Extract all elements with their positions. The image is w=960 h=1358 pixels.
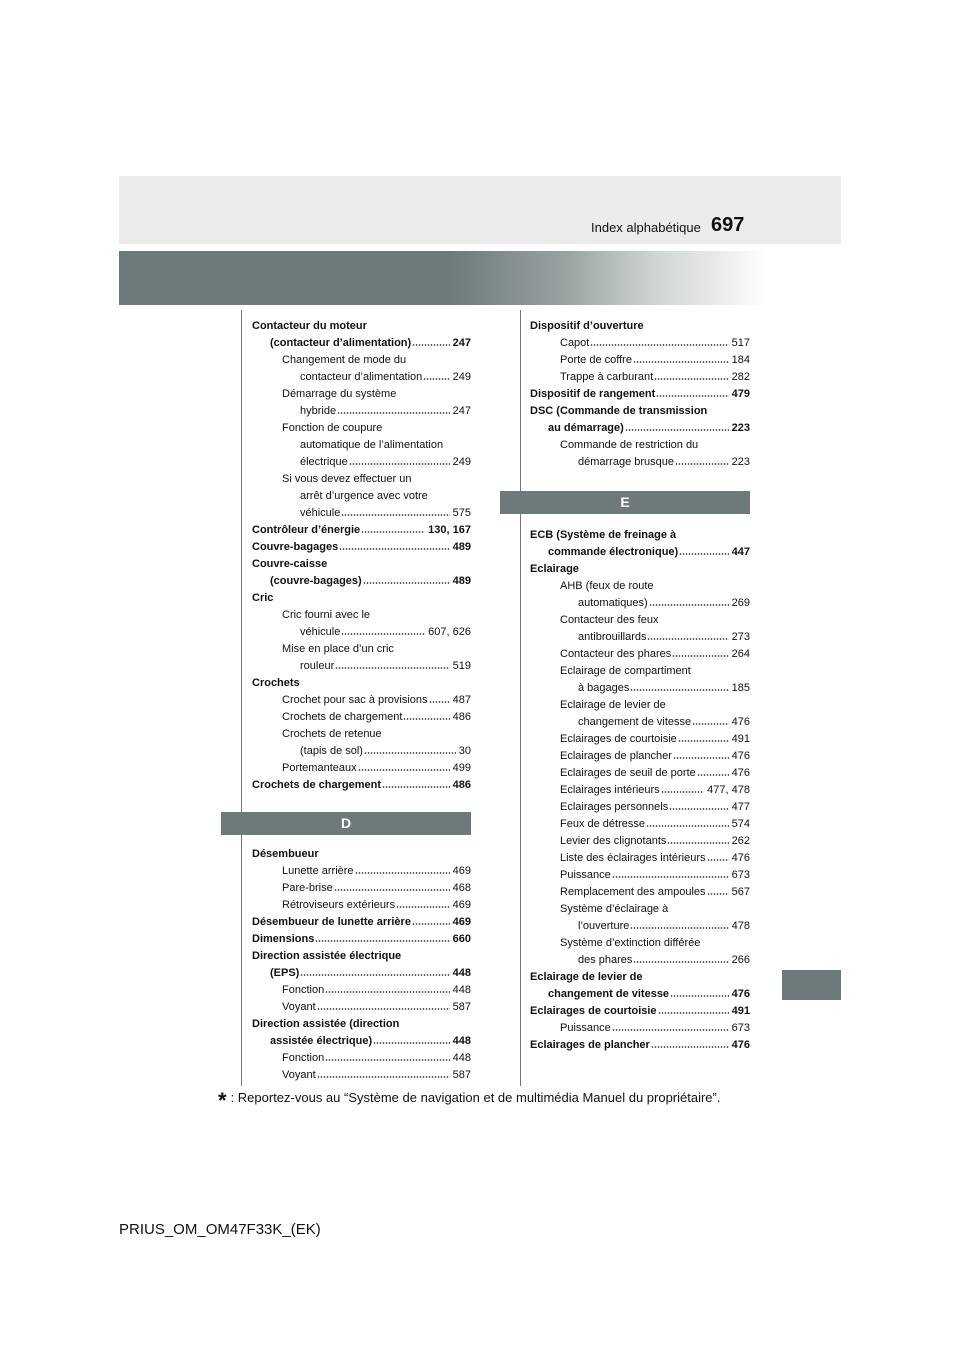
entry-label: à bagages: [578, 682, 630, 694]
dot-leader: [382, 782, 450, 788]
dot-leader: [341, 510, 449, 516]
index-entry: [252, 948, 471, 965]
dot-leader: [707, 855, 729, 861]
entry-label: Liste des éclairages intérieurs: [560, 852, 706, 864]
entry-page-number: 223: [731, 456, 750, 468]
entries-d-continued: [530, 318, 750, 471]
decorative-band: [119, 251, 841, 305]
dot-leader: [661, 787, 705, 793]
dot-leader: [317, 1072, 450, 1078]
entry-page-number: 477: [731, 801, 750, 813]
entry-label: Crochets de retenue: [282, 728, 382, 740]
index-entry: [530, 680, 750, 697]
entry-label: Eclairages de courtoisie: [560, 733, 677, 745]
entry-page-number: 587: [452, 1069, 471, 1081]
dot-leader: [670, 991, 729, 997]
footnote-text: : Reportez-vous au “Système de navigation et de multimédia Manuel du propriétaire”.: [230, 1090, 721, 1105]
entry-page-number: 476: [731, 767, 750, 779]
index-entry: [252, 318, 471, 335]
entry-label: l’ouverture: [578, 920, 630, 932]
index-entry: [252, 846, 471, 863]
index-entry: [530, 850, 750, 867]
entry-label: Cric: [252, 592, 274, 604]
dot-leader: [649, 600, 729, 606]
entry-page-number: 489: [452, 541, 471, 553]
entry-page-number: 247: [452, 337, 471, 349]
entry-label: Portemanteaux: [282, 762, 357, 774]
entry-label: changement de vitesse: [578, 716, 692, 728]
entry-label: Trappe à carburant: [560, 371, 654, 383]
entry-page-number: 469: [452, 865, 471, 877]
index-entry: [252, 352, 471, 369]
index-entry: [530, 1020, 750, 1037]
entry-page-number: 264: [731, 648, 750, 660]
dot-leader: [349, 459, 450, 465]
index-entry: [252, 863, 471, 880]
entry-label: Eclairage de levier de: [560, 699, 666, 711]
dot-leader: [361, 527, 425, 533]
index-entry: [530, 765, 750, 782]
index-entry: [252, 539, 471, 556]
dot-leader: [325, 1055, 449, 1061]
index-column-right: [530, 318, 750, 1054]
entry-label: Couvre-caisse: [252, 558, 328, 570]
index-entry: [252, 982, 471, 999]
entry-label: Désembueur de lunette arrière: [252, 916, 411, 928]
index-entry: [252, 777, 471, 794]
index-entry: [252, 471, 471, 488]
index-entry: [530, 454, 750, 471]
entry-page-number: 491: [731, 1005, 750, 1017]
entry-label: automatique de l’alimentation: [300, 439, 444, 451]
entry-page-number: 517: [731, 337, 750, 349]
entry-label: Si vous devez effectuer un: [282, 473, 412, 485]
index-entry: [252, 607, 471, 624]
index-entry: [252, 914, 471, 931]
entry-page-number: 30: [458, 745, 471, 757]
index-entry: [530, 544, 750, 561]
index-entry: [252, 641, 471, 658]
entry-page-number: 262: [731, 835, 750, 847]
index-column-left: [252, 318, 471, 1084]
entry-label: Contacteur du moteur: [252, 320, 367, 332]
entry-label: électrique: [300, 456, 348, 468]
index-entry: [530, 969, 750, 986]
dot-leader: [612, 1025, 729, 1031]
entry-label: Lunette arrière: [282, 865, 354, 877]
entry-label: Crochet pour sac à provisions: [282, 694, 428, 706]
dot-leader: [429, 697, 450, 703]
dot-leader: [358, 765, 450, 771]
dot-leader: [423, 374, 449, 380]
index-entry: [252, 403, 471, 420]
index-entry: [530, 1003, 750, 1020]
dot-leader: [707, 889, 729, 895]
chapter-tab: [782, 970, 841, 1000]
index-entry: [252, 931, 471, 948]
dot-leader: [335, 663, 449, 669]
entry-page-number: 491: [731, 733, 750, 745]
index-entry: [252, 880, 471, 897]
entry-page-number: 476: [731, 852, 750, 864]
column-divider-right: [520, 310, 521, 1086]
entry-label: Eclairages personnels: [560, 801, 669, 813]
index-entry: [252, 505, 471, 522]
entry-page-number: 519: [452, 660, 471, 672]
index-entry: [252, 658, 471, 675]
entry-page-number: 282: [731, 371, 750, 383]
dot-leader: [675, 459, 729, 465]
index-entry: [530, 578, 750, 595]
index-entry: [530, 782, 750, 799]
entry-page-number: 469: [452, 899, 471, 911]
entry-label: Direction assistée électrique: [252, 950, 402, 962]
entry-label: hybride: [300, 405, 337, 417]
entry-label: Eclairages de plancher: [560, 750, 672, 762]
index-entry: [252, 897, 471, 914]
index-entry: [530, 714, 750, 731]
index-entry: [252, 692, 471, 709]
index-entry: [252, 1050, 471, 1067]
entry-label: changement de vitesse: [548, 988, 670, 1000]
entry-page-number: 448: [452, 967, 471, 979]
dot-leader: [403, 714, 449, 720]
entry-label: Couvre-bagages: [252, 541, 339, 553]
entry-label: Puissance: [560, 869, 611, 881]
entry-page-number: 499: [452, 762, 471, 774]
dot-leader: [679, 549, 728, 555]
entry-page-number: 673: [731, 1022, 750, 1034]
index-entry: [252, 965, 471, 982]
dot-leader: [337, 408, 450, 414]
dot-leader: [364, 748, 456, 754]
entry-label: automatiques): [578, 597, 648, 609]
entries-c: [252, 318, 471, 794]
dot-leader: [633, 357, 729, 363]
letter-heading-e: E: [500, 491, 750, 514]
entry-page-number: 266: [731, 954, 750, 966]
entry-label: Puissance: [560, 1022, 611, 1034]
dot-leader: [363, 578, 450, 584]
dot-leader: [334, 885, 450, 891]
index-entry: [530, 799, 750, 816]
index-entry: [530, 403, 750, 420]
entry-page-number: 478: [731, 920, 750, 932]
index-entry: [530, 918, 750, 935]
entry-label: Voyant: [282, 1001, 316, 1013]
index-entry: [252, 335, 471, 352]
index-entry: [252, 488, 471, 505]
index-entry: [252, 522, 471, 539]
entry-label: démarrage brusque: [578, 456, 675, 468]
entry-page-number: 130, 167: [428, 524, 471, 536]
entry-label: Fonction: [282, 1052, 325, 1064]
index-entry: [252, 437, 471, 454]
index-entry: [252, 420, 471, 437]
index-entry: [530, 952, 750, 969]
index-entry: [530, 595, 750, 612]
dot-leader: [300, 970, 449, 976]
dot-leader: [339, 544, 449, 550]
entry-page-number: 486: [452, 711, 471, 723]
entry-page-number: 247: [452, 405, 471, 417]
entry-label: (EPS): [270, 967, 300, 979]
index-entry: [252, 743, 471, 760]
entry-label: Crochets de chargement: [282, 711, 403, 723]
entry-page-number: 479: [731, 388, 750, 400]
entry-label: Crochets: [252, 677, 300, 689]
entry-label: (contacteur d’alimentation): [270, 337, 412, 349]
entry-label: rouleur: [300, 660, 335, 672]
entry-page-number: 448: [452, 1035, 471, 1047]
entry-page-number: 476: [731, 750, 750, 762]
dot-leader: [667, 838, 728, 844]
dot-leader: [697, 770, 729, 776]
entry-label: véhicule: [300, 626, 341, 638]
entry-page-number: 448: [452, 984, 471, 996]
entry-label: Système d’éclairage à: [560, 903, 669, 915]
dot-leader: [317, 1004, 450, 1010]
dot-leader: [633, 957, 728, 963]
index-entry: [252, 675, 471, 692]
entry-label: Système d’extinction différée: [560, 937, 701, 949]
dot-leader: [692, 719, 729, 725]
entry-page-number: 447: [731, 546, 750, 558]
dot-leader: [625, 425, 729, 431]
dot-leader: [630, 923, 728, 929]
index-entry: [530, 663, 750, 680]
dot-leader: [373, 1038, 450, 1044]
entry-page-number: 673: [731, 869, 750, 881]
dot-leader: [630, 685, 728, 691]
entry-page-number: 273: [731, 631, 750, 643]
index-entry: [530, 867, 750, 884]
index-entry: [252, 556, 471, 573]
entry-label: Désembueur: [252, 848, 319, 860]
index-entry: [530, 986, 750, 1003]
index-entry: [530, 369, 750, 386]
entry-label: (couvre-bagages): [270, 575, 362, 587]
dot-leader: [612, 872, 729, 878]
entry-page-number: 567: [731, 886, 750, 898]
index-entry: [530, 935, 750, 952]
entry-label: Eclairages de courtoisie: [530, 1005, 657, 1017]
index-entry: [252, 454, 471, 471]
entry-label: Eclairage de levier de: [530, 971, 643, 983]
document-code: PRIUS_OM_OM47F33K_(EK): [119, 1221, 321, 1238]
entry-label: Fonction de coupure: [282, 422, 383, 434]
entry-page-number: 476: [731, 1039, 750, 1051]
index-entry: [252, 1016, 471, 1033]
index-entry: [530, 318, 750, 335]
entry-label: Contacteur des feux: [560, 614, 659, 626]
dot-leader: [651, 1042, 729, 1048]
entry-label: Contacteur des phares: [560, 648, 672, 660]
dot-leader: [678, 736, 729, 742]
column-divider-left: [241, 310, 242, 1086]
entry-label: Crochets de chargement: [252, 779, 381, 791]
entry-page-number: 185: [731, 682, 750, 694]
dot-leader: [669, 804, 728, 810]
entry-label: Eclairages de plancher: [530, 1039, 650, 1051]
index-entry: [530, 335, 750, 352]
index-entry: [252, 573, 471, 590]
dot-leader: [656, 391, 728, 397]
dot-leader: [355, 868, 450, 874]
entry-label: Rétroviseurs extérieurs: [282, 899, 396, 911]
entry-label: Dispositif de rangement: [530, 388, 656, 400]
entry-page-number: 469: [452, 916, 471, 928]
dot-leader: [412, 340, 449, 346]
entry-label: Commande de restriction du: [560, 439, 699, 451]
entry-page-number: 448: [452, 1052, 471, 1064]
index-entry: [252, 709, 471, 726]
entry-label: commande électronique): [548, 546, 679, 558]
entry-page-number: 660: [452, 933, 471, 945]
entry-page-number: 223: [731, 422, 750, 434]
entries-d: [252, 846, 471, 1084]
entry-label: arrêt d’urgence avec votre: [300, 490, 428, 502]
index-entry: [530, 1037, 750, 1054]
entry-label: (tapis de sol): [300, 745, 363, 757]
index-entry: [252, 726, 471, 743]
entry-label: Feux de détresse: [560, 818, 645, 830]
entry-label: Dimensions: [252, 933, 315, 945]
entry-label: Cric fourni avec le: [282, 609, 371, 621]
dot-leader: [590, 340, 728, 346]
entry-label: véhicule: [300, 507, 341, 519]
dot-leader: [646, 821, 729, 827]
index-entry: [252, 369, 471, 386]
entry-label: Changement de mode du: [282, 354, 407, 366]
entry-page-number: 476: [731, 988, 750, 1000]
entry-label: Démarrage du système: [282, 388, 397, 400]
dot-leader: [396, 902, 450, 908]
entry-label: Mise en place d’un cric: [282, 643, 394, 655]
entry-label: Fonction: [282, 984, 325, 996]
index-entry: [530, 833, 750, 850]
index-entry: [530, 352, 750, 369]
entry-label: Pare-brise: [282, 882, 333, 894]
dot-leader: [658, 1008, 729, 1014]
dot-leader: [654, 374, 728, 380]
entry-label: Eclairages de seuil de porte: [560, 767, 696, 779]
entry-label: Porte de coffre: [560, 354, 632, 366]
entry-page-number: 575: [452, 507, 471, 519]
entry-label: Contrôleur d’énergie: [252, 524, 361, 536]
dot-leader: [315, 936, 449, 942]
entry-page-number: 489: [452, 575, 471, 587]
entry-label: antibrouillards: [578, 631, 647, 643]
entry-page-number: 574: [731, 818, 750, 830]
footnote: [218, 1088, 720, 1114]
entry-label: Eclairages intérieurs: [560, 784, 660, 796]
entry-label: Dispositif d’ouverture: [530, 320, 644, 332]
letter-heading-d: D: [221, 812, 471, 835]
index-entry: [252, 1067, 471, 1084]
entry-page-number: 477, 478: [707, 784, 750, 796]
index-entry: [252, 590, 471, 607]
entry-page-number: 269: [731, 597, 750, 609]
entry-page-number: 468: [452, 882, 471, 894]
entry-page-number: 487: [452, 694, 471, 706]
index-entry: [530, 748, 750, 765]
entry-label: AHB (feux de route: [560, 580, 654, 592]
index-entry: [252, 760, 471, 777]
dot-leader: [672, 651, 728, 657]
index-entry: [252, 624, 471, 641]
entry-label: assistée électrique): [270, 1035, 373, 1047]
index-entry: [530, 386, 750, 403]
index-entry: [530, 629, 750, 646]
entry-page-number: 249: [452, 456, 471, 468]
entry-label: Capot: [560, 337, 590, 349]
entry-page-number: 607, 626: [428, 626, 471, 638]
entry-page-number: 486: [452, 779, 471, 791]
index-entry: [530, 731, 750, 748]
page-number: 697: [711, 214, 745, 236]
index-entry: [530, 527, 750, 544]
index-entry: [530, 697, 750, 714]
dot-leader: [647, 634, 728, 640]
index-entry: [530, 816, 750, 833]
entry-label: ECB (Système de freinage à: [530, 529, 677, 541]
entry-page-number: 184: [731, 354, 750, 366]
entry-label: des phares: [578, 954, 633, 966]
entry-label: Remplacement des ampoules: [560, 886, 706, 898]
dot-leader: [673, 753, 729, 759]
index-entry: [530, 884, 750, 901]
index-entry: [530, 420, 750, 437]
dot-leader: [341, 629, 425, 635]
entries-e: [530, 527, 750, 1054]
index-entry: [530, 901, 750, 918]
index-entry: [530, 612, 750, 629]
entry-label: Levier des clignotants: [560, 835, 667, 847]
entry-label: Eclairage: [530, 563, 579, 575]
entry-page-number: 587: [452, 1001, 471, 1013]
entry-label: contacteur d’alimentation: [300, 371, 423, 383]
index-entry: [530, 437, 750, 454]
index-entry: [252, 386, 471, 403]
entry-page-number: 476: [731, 716, 750, 728]
entry-label: DSC (Commande de transmission: [530, 405, 708, 417]
index-entry: [252, 1033, 471, 1050]
entry-label: Voyant: [282, 1069, 316, 1081]
entry-page-number: 249: [452, 371, 471, 383]
entry-label: au démarrage): [548, 422, 624, 434]
entry-label: Eclairage de compartiment: [560, 665, 691, 677]
footnote-asterisk: *: [218, 1088, 227, 1113]
index-entry: [530, 561, 750, 578]
dot-leader: [412, 919, 450, 925]
section-title: Index alphabétique: [591, 220, 701, 235]
index-entry: [252, 999, 471, 1016]
entry-label: Direction assistée (direction: [252, 1018, 400, 1030]
dot-leader: [325, 987, 449, 993]
index-entry: [530, 646, 750, 663]
